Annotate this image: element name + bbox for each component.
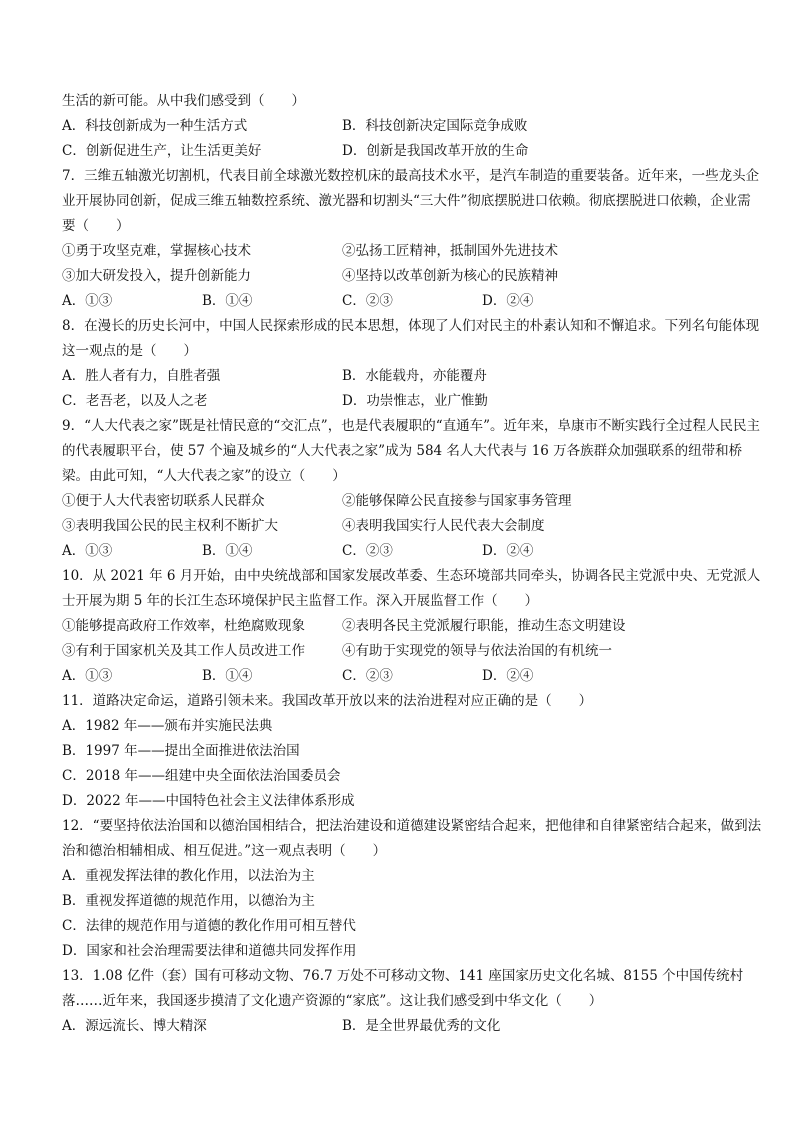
question-stem: 7．三维五轴激光切割机，代表目前全球激光数控机床的最高技术水平，是汽车制造的重要装备。近年来，一些龙头企业开展协同创新，促成三维五轴数控系统、激光器和切割头“三大件”彻底摆脱进口依赖。彻底摆脱进口依赖，企业需要（ ）	[62, 168, 760, 234]
choice-item: A．①③	[62, 543, 113, 559]
choice-item: C．②③	[342, 543, 393, 559]
option-item: ①勇于攻坚克难，掌握核心技术	[62, 243, 251, 259]
text-line: D．2022 年——中国特色社会主义法律体系形成	[62, 793, 355, 809]
option-row	[62, 1014, 762, 1039]
option-row	[62, 514, 762, 539]
option-item: ②弘扬工匠精神，抵制国外先进技术	[342, 243, 558, 259]
option-item: D．创新是我国改革开放的生命	[342, 143, 529, 159]
option-item: ④有助于实现党的领导与依法治国的有机统一	[342, 643, 612, 659]
choice-item: B．①④	[202, 668, 253, 684]
option-item: ④坚持以改革创新为核心的民族精神	[342, 268, 558, 284]
choice-item: C．②③	[342, 668, 393, 684]
question-stem: 12．“要坚持依法治国和以德治国相结合，把法治建设和道德建设紧密结合起来，把他律和自律紧密结合起来，做到法治和德治相辅相成、相互促进。”这一观点表明（ ）	[62, 818, 762, 859]
choice-item: D．②④	[482, 668, 534, 684]
choice-item: D．②④	[482, 293, 534, 309]
option-row	[62, 239, 762, 264]
option-row	[62, 114, 762, 139]
option-item: ②能够保障公民直接参与国家事务管理	[342, 493, 572, 509]
option-item: A．科技创新成为一种生活方式	[62, 118, 248, 134]
choice-item: C．②③	[342, 293, 393, 309]
option-row	[62, 489, 762, 514]
option-item: B．科技创新决定国际竞争成败	[342, 118, 528, 134]
choice-row	[62, 539, 762, 564]
text-line: 11．道路决定命运，道路引领未来。我国改革开放以来的法治进程对应正确的是（ ）	[62, 693, 593, 709]
option-row	[62, 264, 762, 289]
option-item: ②表明各民主党派履行职能，推动生态文明建设	[342, 618, 626, 634]
choice-item: B．①④	[202, 293, 253, 309]
text-line: D．国家和社会治理需要法律和道德共同发挥作用	[62, 943, 357, 959]
text-line: C．2018 年——组建中央全面依法治国委员会	[62, 768, 341, 784]
option-item: ③有利于国家机关及其工作人员改进工作	[62, 643, 305, 659]
choice-item: D．②④	[482, 543, 534, 559]
option-row	[62, 389, 762, 414]
option-item: C．创新促进生产，让生活更美好	[62, 143, 262, 159]
text-line: C．法律的规范作用与道德的教化作用可相互替代	[62, 918, 356, 934]
choice-row	[62, 664, 762, 689]
choice-row	[62, 289, 762, 314]
option-item: ③表明我国公民的民主权利不断扩大	[62, 518, 278, 534]
choice-item: A．①③	[62, 293, 113, 309]
option-item: ①便于人大代表密切联系人民群众	[62, 493, 265, 509]
option-item: A．源远流长、博大精深	[62, 1018, 207, 1034]
question-stem: 13．1.08 亿件（套）国有可移动文物、76.7 万处不可移动文物、141 座国家历史文化名城、8155 个中国传统村落……近年来，我国逐步摸清了文化遗产资源的“家底”。这让我们感受到中华文化（ ）	[62, 968, 744, 1009]
question-stem: 10．从 2021 年 6 月开始，由中央统战部和国家发展改革委、生态环境部共同牵头，协调各民主党派中央、无党派人士开展为期 5 年的长江生态环境保护民主监督工作。深入开展监督工作（ ）	[62, 568, 761, 609]
option-item: ③加大研发投入，提升创新能力	[62, 268, 251, 284]
text-line: 生活的新可能。从中我们感受到（ ）	[62, 93, 305, 109]
question-list	[62, 89, 762, 1039]
option-item: D．功崇惟志，业广惟勤	[342, 393, 488, 409]
option-item: C．老吾老，以及人之老	[62, 393, 208, 409]
option-row	[62, 614, 762, 639]
option-item: ④表明我国实行人民代表大会制度	[342, 518, 545, 534]
option-row	[62, 364, 762, 389]
option-row	[62, 139, 762, 164]
text-line: A．重视发挥法律的教化作用，以法治为主	[62, 868, 315, 884]
choice-item: A．①③	[62, 668, 113, 684]
option-item: B．是全世界最优秀的文化	[342, 1018, 501, 1034]
question-stem: 8．在漫长的历史长河中，中国人民探索形成的民本思想，体现了人们对民主的朴素认知和不懈追求。下列名句能体现这一观点的是（ ）	[62, 318, 760, 359]
option-row	[62, 639, 762, 664]
text-line: A．1982 年——颁布并实施民法典	[62, 718, 273, 734]
option-item: B．水能载舟，亦能覆舟	[342, 368, 487, 384]
question-stem: 9．“人大代表之家”既是社情民意的“交汇点”，也是代表履职的“直通车”。近年来，阜康市不断实践行全过程人民民主的代表履职平台，使 57 个遍及城乡的“人大代表之家”成为 584 名人大代表与 16 万各族群众加强联系的纽带和桥梁。由此可知，“人大代表之家”的设立（ ）	[62, 418, 760, 484]
option-item: ①能够提高政府工作效率，杜绝腐败现象	[62, 618, 305, 634]
text-line: B．1997 年——提出全面推进依法治国	[62, 743, 300, 759]
option-item: A．胜人者有力，自胜者强	[62, 368, 221, 384]
choice-item: B．①④	[202, 543, 253, 559]
text-line: B．重视发挥道德的规范作用，以德治为主	[62, 893, 315, 909]
